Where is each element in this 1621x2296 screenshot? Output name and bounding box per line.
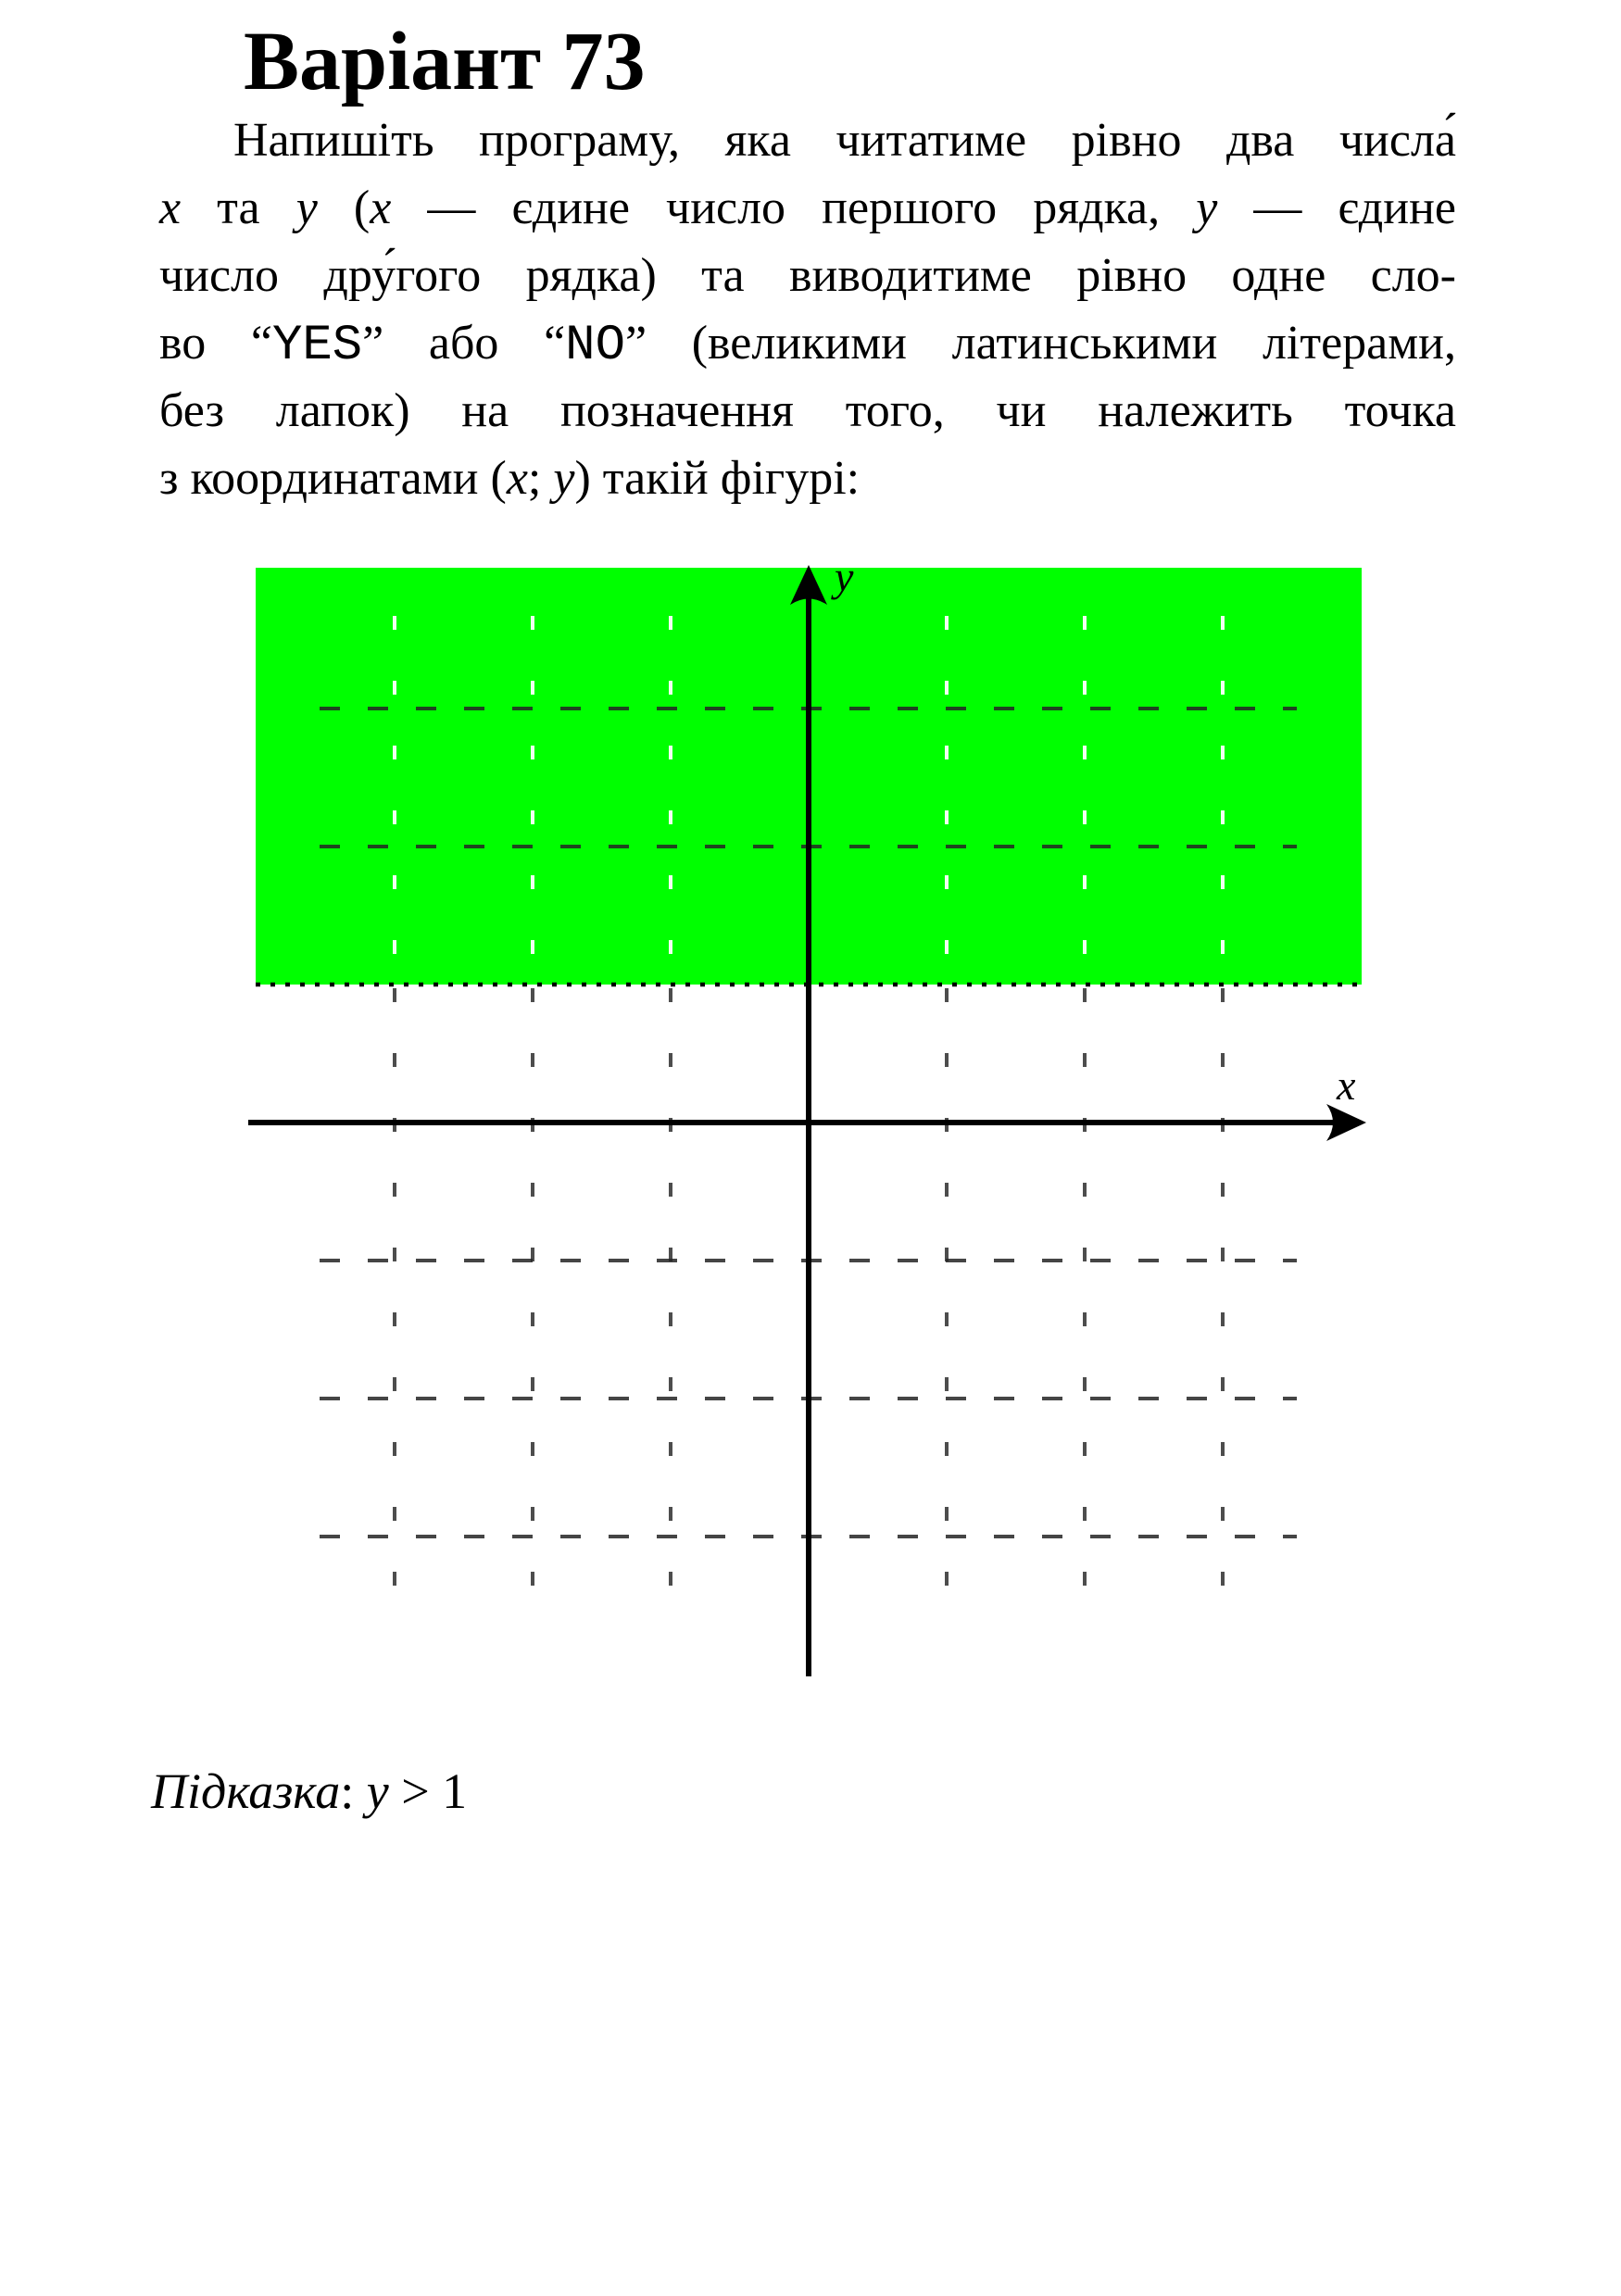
figure [232,533,1445,1727]
text-segment-rm: ” (великими латинськими літерами, [624,317,1456,370]
text-segment-rm: ) такій фігурі: [574,452,861,505]
coordinate-plane-svg [232,533,1445,1727]
text-segment-it: x [506,452,528,505]
paragraph-line [159,377,1456,445]
page-title: Варіант 73 [244,16,646,107]
text-segment-it: y [553,452,575,505]
text-segment-tt: YES [271,318,363,374]
text-segment-tt: NO [565,318,625,374]
text-segment-rm: ( [317,182,371,234]
text-segment-rm: та [181,182,296,234]
paragraph-line [159,242,1456,309]
text-segment-rm: ; [527,452,554,505]
text-segment-it: Підказка [151,1763,341,1819]
text-segment-it: x [370,182,392,234]
text-segment-rm: — єдине [1217,182,1456,234]
paragraph-line [159,107,1456,174]
text-segment-rm: без лапок) на позначення того, чи належить точка [159,384,1456,437]
paragraph-line [159,445,1456,512]
x-axis-label: x [1337,1061,1356,1109]
paragraph-line [159,309,1456,377]
text-segment-it: y [1196,182,1218,234]
text-segment-rm: Напишіть програму, яка читатиме рівно два числа́ [233,114,1456,167]
text-segment-it: y [295,182,318,234]
text-segment-rm: ” або “ [362,317,566,370]
text-segment-rm: з координатами ( [159,452,507,505]
text-segment-rm: > 1 [401,1763,468,1819]
text-segment-it: y [366,1763,402,1819]
hint-line [151,1763,467,1820]
text-segment-it: x [159,182,182,234]
y-axis-label: y [835,553,854,600]
paragraph-line [159,174,1456,242]
text-segment-rm: : [340,1763,367,1819]
paragraph-block [159,107,1456,512]
text-segment-rm: — єдине число першого рядка, [391,182,1197,234]
text-segment-rm: во “ [159,317,272,370]
text-segment-rm: число дру́гого рядка) та виводитиме рівно одне сло- [159,249,1456,302]
